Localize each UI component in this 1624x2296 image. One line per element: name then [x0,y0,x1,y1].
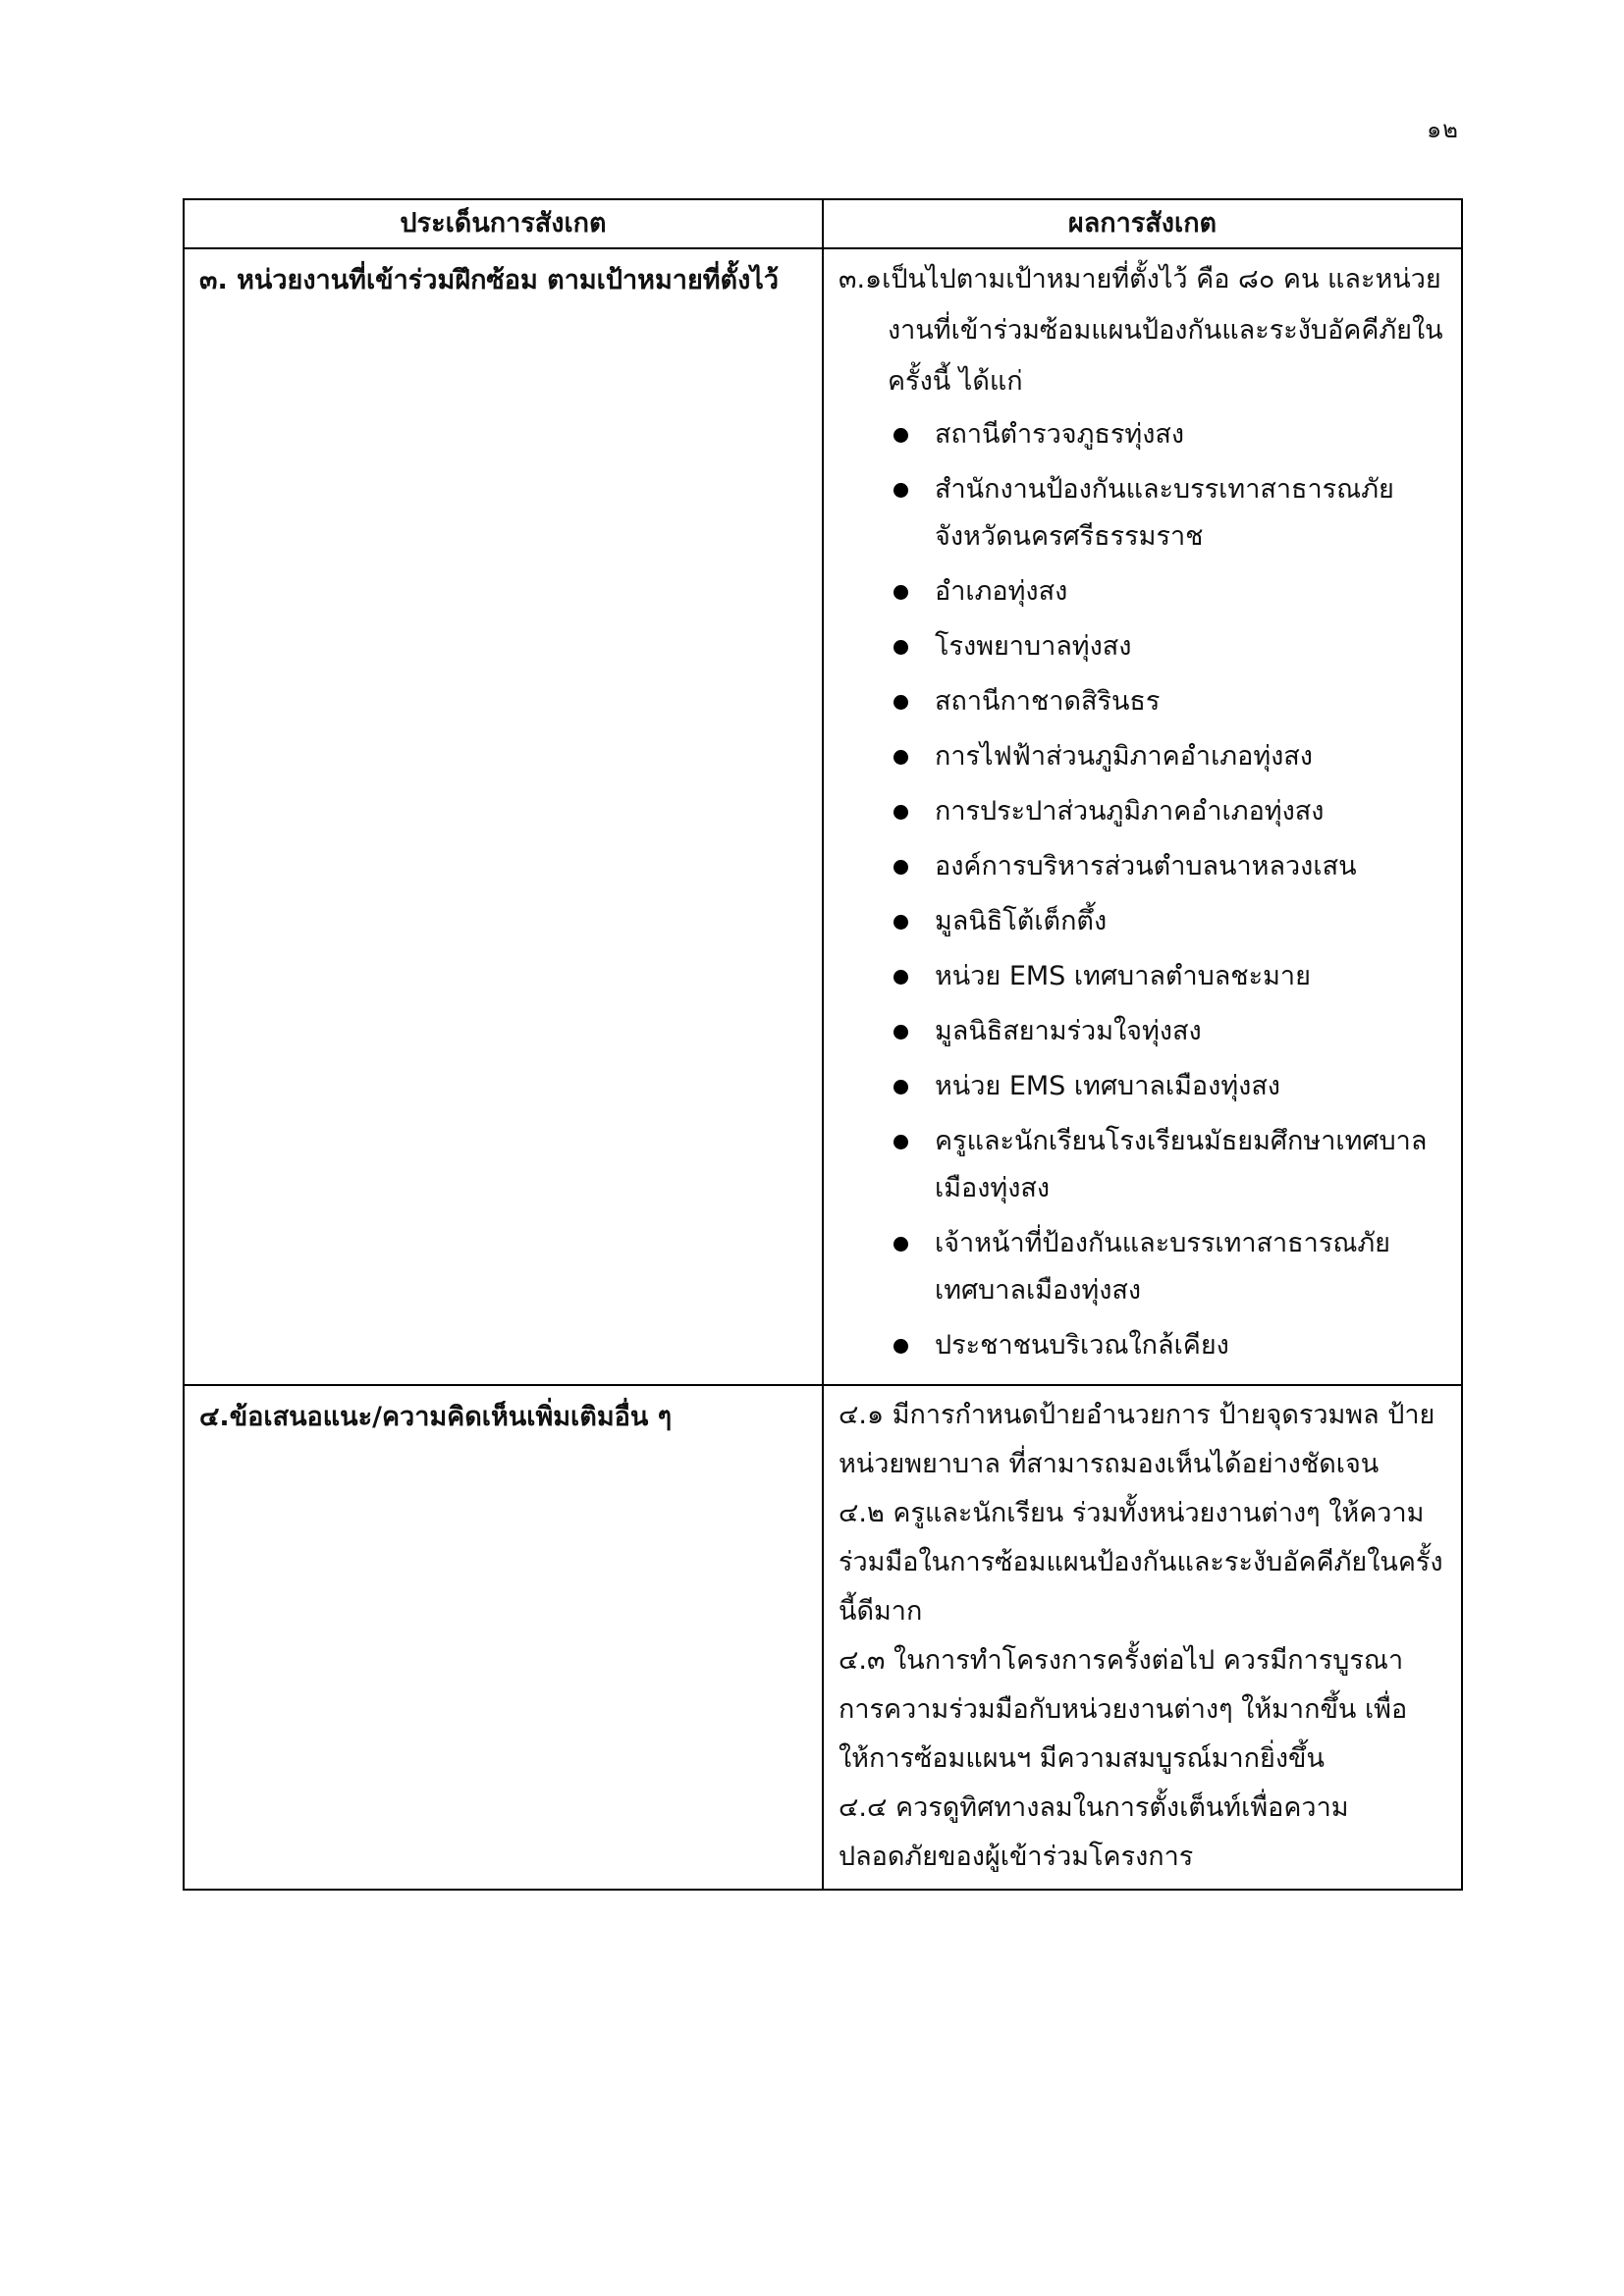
agency-name: สำนักงานป้องกันและบรรเทาสาธารณภัยจังหวัดนครศรีธรรมราช [935,474,1394,552]
bullet-icon [893,1237,908,1252]
recommendation-item: ๔.๒ ครูและนักเรียน ร่วมทั้งหน่วยงานต่างๆ ให้ความร่วมมือในการซ้อมแผนป้องกันและระงับอัคคีภัยในครั้งนี้ดีมาก [839,1498,1443,1627]
topic-cell [184,1385,823,1890]
list-item [888,1063,1446,1110]
participating-agency-list [839,411,1446,1369]
list-item [888,898,1446,945]
bullet-icon [893,860,908,875]
list-item [888,678,1446,725]
bullet-icon [893,1025,908,1040]
result-intro: ๓.๑เป็นไปตามเป้าหมายที่ตั้งไว้ คือ ๘๐ คน และหน่วยงานที่เข้าร่วมซ้อมแผนป้องกันและระงับอัคคีภัยในครั้งนี้ ได้แก่ [839,264,1443,397]
agency-name: ประชาชนบริเวณใกล้เคียง [935,1330,1229,1361]
recommendation-list [825,1387,1460,1888]
table-row [184,248,1462,1385]
list-item [888,1220,1446,1314]
agency-name: โรงพยาบาลทุ่งสง [935,631,1132,662]
recommendation-item: ๔.๔ ควรดูทิศทางลมในการตั้งเต็นท์เพื่อความปลอดภัยของผู้เข้าร่วมโครงการ [839,1792,1349,1872]
agency-name: เจ้าหน้าที่ป้องกันและบรรเทาสาธารณภัยเทศบาลเมืองทุ่งสง [935,1228,1390,1306]
bullet-icon [893,483,908,498]
list-item [888,953,1446,1000]
bullet-icon [893,805,908,820]
agency-name: การประปาส่วนภูมิภาคอำเภอทุ่งสง [935,796,1325,827]
bullet-icon [893,1080,908,1095]
bullet-icon [893,970,908,985]
agency-name: อำเภอทุ่งสง [935,576,1068,607]
agency-name: หน่วย EMS เทศบาลเมืองทุ่งสง [935,1071,1280,1101]
bullet-icon [893,640,908,655]
list-item [888,1008,1446,1055]
list-item [888,733,1446,780]
agency-name: องค์การบริหารส่วนตำบลนาหลวงเสน [935,851,1357,881]
bullet-icon [893,428,908,443]
agency-name: สถานีตำรวจภูธรทุ่งสง [935,419,1185,450]
bullet-icon [893,750,908,765]
agency-name: มูลนิธิสยามร่วมใจทุ่งสง [935,1016,1202,1046]
list-item [888,1118,1446,1212]
bullet-icon [893,915,908,930]
list-item [888,466,1446,561]
agency-name: สถานีกาชาดสิรินธร [935,686,1161,717]
bullet-icon [893,1135,908,1149]
observation-table [183,198,1463,1891]
agency-name: มูลนิธิโต้เต็กตึ้ง [935,906,1108,936]
header-observation-result: ผลการสังเกต [823,199,1462,248]
topic-cell [184,248,823,1385]
result-cell [823,1385,1462,1890]
list-item [888,1322,1446,1369]
agency-name: ครูและนักเรียนโรงเรียนมัธยมศึกษาเทศบาลเมืองทุ่งสง [935,1126,1428,1203]
recommendation-item: ๔.๑ มีการกำหนดป้ายอำนวยการ ป้ายจุดรวมพล ป้ายหน่วยพยาบาล ที่สามารถมองเห็นได้อย่างชัดเจน [839,1400,1435,1479]
agency-name: หน่วย EMS เทศบาลตำบลชะมาย [935,961,1311,991]
bullet-icon [893,585,908,600]
list-item [888,568,1446,615]
page-number: ๑๒ [1426,116,1459,143]
result-cell [823,248,1462,1385]
list-item [888,843,1446,890]
list-item [888,411,1446,458]
bullet-icon [893,1339,908,1354]
table-header-row [184,199,1462,248]
header-observation-topic: ประเด็นการสังเกต [184,199,823,248]
agency-name: การไฟฟ้าส่วนภูมิภาคอำเภอทุ่งสง [935,741,1313,772]
topic-text: ๔.ข้อเสนอแนะ/ความคิดเห็นเพิ่มเติมอื่น ๆ [199,1402,673,1432]
list-item [888,623,1446,670]
bullet-icon [893,695,908,710]
recommendation-item: ๔.๓ ในการทำโครงการครั้งต่อไป ควรมีการบูรณาการความร่วมมือกับหน่วยงานต่างๆ ให้มากขึ้น เพื่อให้การซ้อมแผนฯ มีความสมบูรณ์มากยิ่งขึ้น [839,1645,1408,1774]
list-item [888,788,1446,835]
table-row [184,1385,1462,1890]
topic-text: ๓. หน่วยงานที่เข้าร่วมฝึกซ้อม ตามเป้าหมายที่ตั้งไว้ [199,265,780,295]
